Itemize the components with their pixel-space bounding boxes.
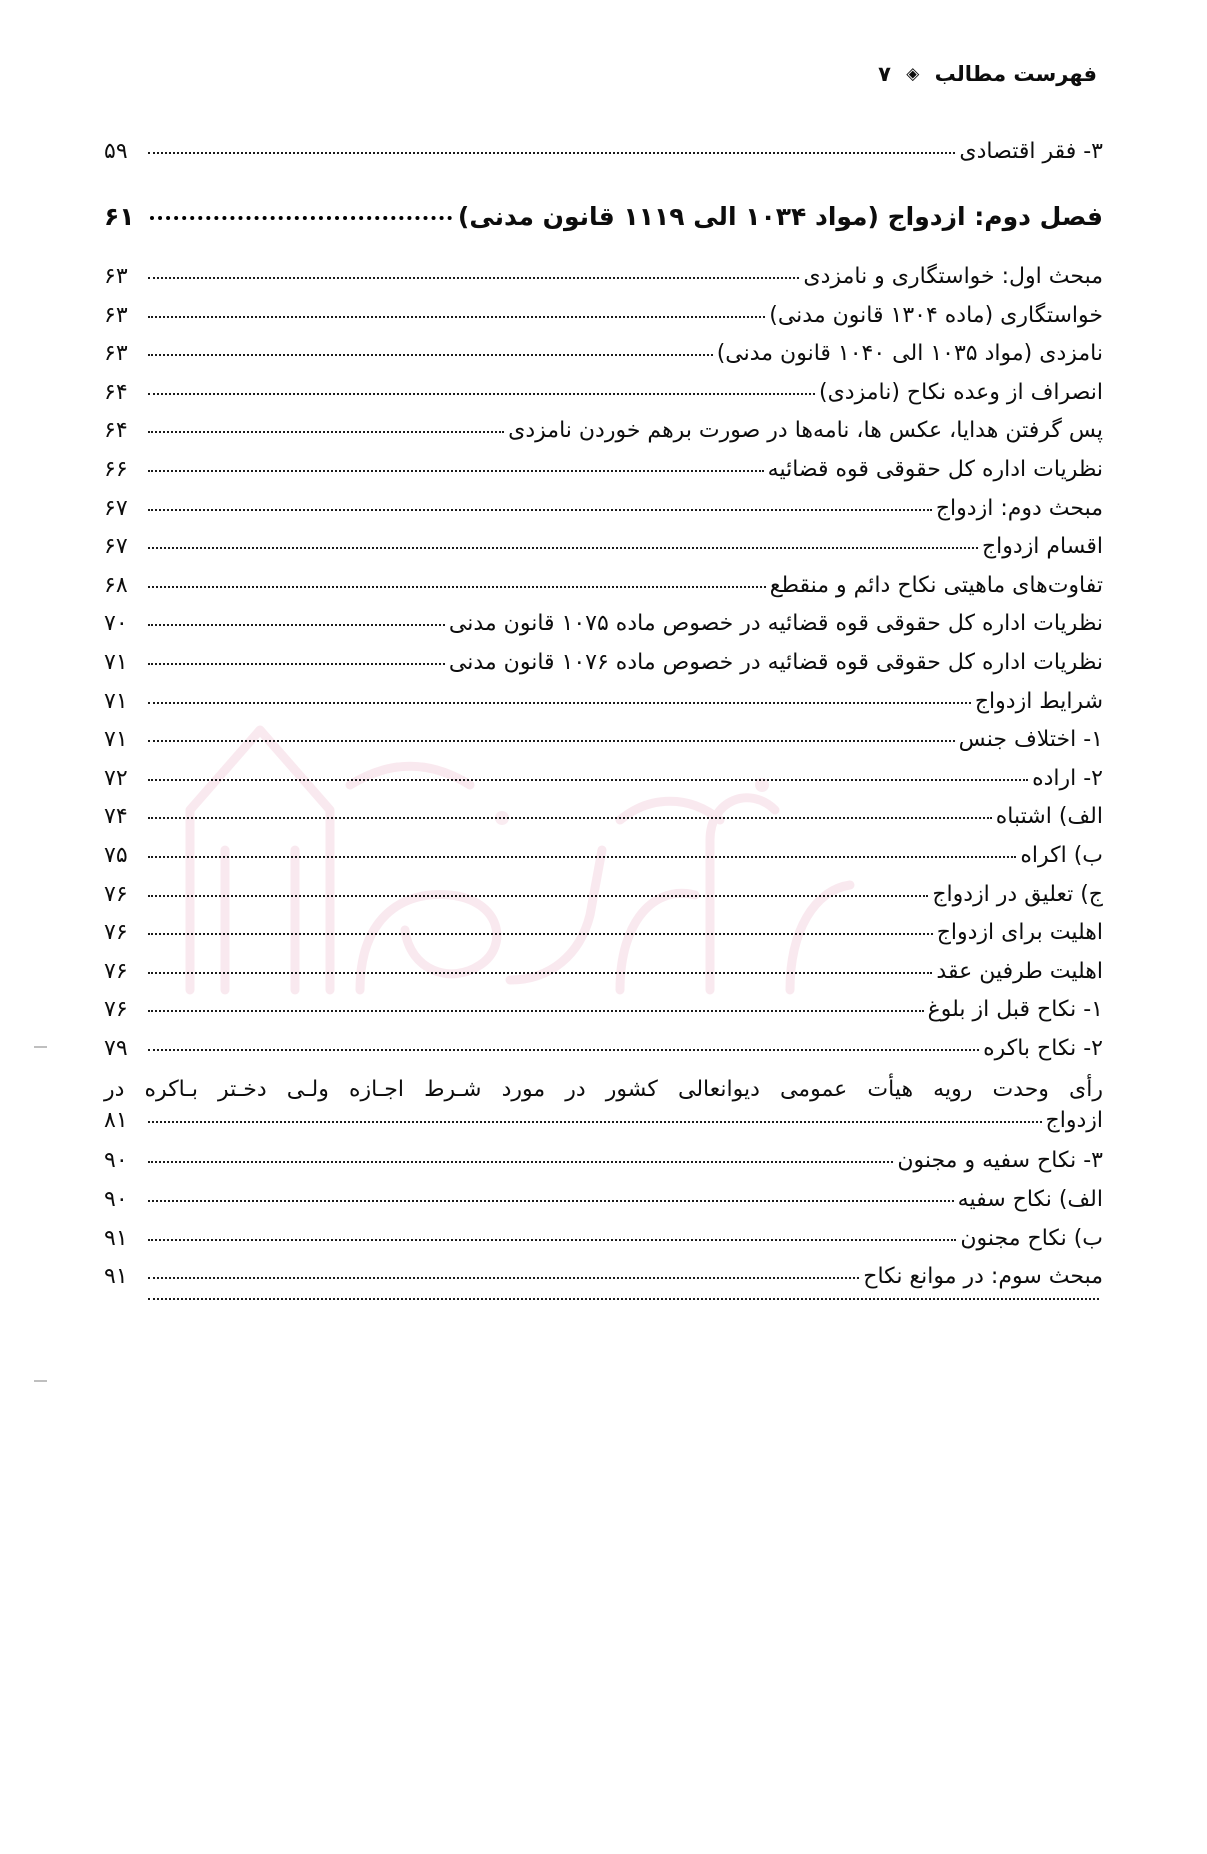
leader-dots bbox=[148, 740, 955, 742]
toc-chapter-entry[interactable] bbox=[104, 201, 1103, 234]
toc-entry-label: ج) تعلیق در ازدواج bbox=[932, 881, 1103, 907]
toc-entry-page: ۶۷ bbox=[104, 534, 128, 560]
toc-entry-label: انصراف از وعده نکاح (نامزدی) bbox=[818, 379, 1103, 405]
leader-dots bbox=[148, 1298, 1099, 1300]
running-header bbox=[104, 62, 1103, 86]
toc-entry-page: ۶۷ bbox=[104, 495, 128, 521]
toc-entry[interactable] bbox=[104, 688, 1103, 717]
leader-dots bbox=[148, 152, 955, 154]
toc-entry-label: نظریات اداره کل حقوقی قوه قضائیه در خصوص ماده ۱۰۷۵ قانون مدنی bbox=[448, 611, 1103, 637]
margin-tick bbox=[34, 1380, 47, 1382]
toc-entry-page: ۷۶ bbox=[104, 881, 128, 907]
leader-dots bbox=[148, 1277, 859, 1279]
toc-entry[interactable] bbox=[104, 263, 1103, 292]
leader-dots bbox=[148, 624, 445, 626]
toc-entry-page: ۷۱ bbox=[104, 727, 128, 753]
table-of-contents bbox=[104, 138, 1103, 1304]
toc-entry[interactable] bbox=[104, 919, 1103, 948]
toc-entry-page: ۷۴ bbox=[104, 804, 128, 830]
toc-entry-label: اهلیت طرفین عقد bbox=[936, 958, 1103, 984]
leader-dots bbox=[148, 972, 932, 974]
toc-entry-label: پس گرفتن هدایا، عکس ها، نامه‌ها در صورت برهم خوردن نامزدی bbox=[508, 418, 1103, 444]
toc-entry-page: ۹۱ bbox=[104, 1264, 128, 1290]
toc-entry-label: تفاوت‌های ماهیتی نکاح دائم و منقطع bbox=[769, 572, 1103, 598]
toc-entry[interactable] bbox=[104, 1186, 1103, 1215]
leader-dots bbox=[148, 856, 1016, 858]
toc-entry[interactable] bbox=[104, 803, 1103, 832]
toc-entry-page: ۷۱ bbox=[104, 688, 128, 714]
leader-dots bbox=[148, 702, 971, 704]
toc-entry[interactable] bbox=[104, 1074, 1103, 1138]
toc-entry-label: اهلیت برای ازدواج bbox=[936, 920, 1103, 946]
leader-dots bbox=[148, 586, 766, 588]
toc-entry-page: ۷۱ bbox=[104, 650, 128, 676]
toc-entry[interactable] bbox=[104, 495, 1103, 524]
toc-entry-page: ۷۹ bbox=[104, 1035, 128, 1061]
toc-entry-label: الف) نکاح سفیه bbox=[957, 1186, 1103, 1212]
toc-entry[interactable] bbox=[104, 138, 1103, 167]
toc-entry[interactable] bbox=[104, 610, 1103, 639]
toc-entry[interactable] bbox=[104, 1225, 1103, 1254]
leader-dots bbox=[148, 817, 992, 819]
toc-entry-label: مبحث دوم: ازدواج bbox=[935, 495, 1103, 521]
leader-dots bbox=[148, 1161, 893, 1163]
toc-entry[interactable] bbox=[104, 958, 1103, 987]
toc-entry[interactable] bbox=[104, 726, 1103, 755]
toc-entry-page: ۶۶ bbox=[104, 457, 128, 483]
diamond-icon: ◈ bbox=[906, 64, 920, 84]
toc-entry[interactable] bbox=[104, 340, 1103, 369]
toc-entry-label: نظریات اداره کل حقوقی قوه قضائیه bbox=[767, 457, 1103, 483]
toc-entry[interactable] bbox=[104, 1302, 1103, 1304]
toc-entry[interactable] bbox=[104, 417, 1103, 446]
toc-entry-page: ۷۲ bbox=[104, 765, 128, 791]
toc-entry-label-line2: ازدواج bbox=[1045, 1108, 1103, 1134]
toc-entry-page: ۹۱ bbox=[104, 1225, 128, 1251]
leader-dots bbox=[150, 216, 452, 220]
toc-entry-page: ۹۰ bbox=[104, 1148, 128, 1174]
toc-entry[interactable] bbox=[104, 881, 1103, 910]
margin-tick bbox=[34, 1046, 47, 1048]
toc-entry-page: ۶۸ bbox=[104, 572, 128, 598]
toc-entry-label: ۱- نکاح قبل از بلوغ bbox=[927, 997, 1103, 1023]
toc-entry-label: شرایط ازدواج bbox=[974, 688, 1103, 714]
toc-entry-page: ۶۳ bbox=[104, 302, 128, 328]
leader-dots bbox=[148, 470, 764, 472]
leader-dots bbox=[148, 1200, 954, 1202]
toc-entry-label: مبحث اول: خواستگاری و نامزدی bbox=[803, 264, 1103, 290]
toc-entry-page: ۶۴ bbox=[104, 418, 128, 444]
leader-dots bbox=[148, 277, 799, 279]
leader-dots bbox=[148, 547, 978, 549]
toc-entry[interactable] bbox=[104, 379, 1103, 408]
leader-dots bbox=[148, 1121, 1042, 1123]
toc-entry[interactable] bbox=[104, 1035, 1103, 1064]
toc-entry-label: ۲- اراده bbox=[1032, 765, 1103, 791]
toc-entry-page: ۷۶ bbox=[104, 958, 128, 984]
toc-entry[interactable] bbox=[104, 456, 1103, 485]
toc-entry-label: نامزدی (مواد ۱۰۳۵ الی ۱۰۴۰ قانون مدنی) bbox=[716, 341, 1103, 367]
toc-entry-page: ۷۰ bbox=[104, 611, 128, 637]
page-number: ۷ bbox=[878, 62, 891, 86]
toc-entry[interactable] bbox=[104, 1147, 1103, 1176]
leader-dots bbox=[148, 779, 1028, 781]
toc-entry-page: ۷۶ bbox=[104, 920, 128, 946]
toc-entry[interactable] bbox=[104, 533, 1103, 562]
toc-entry-page: ۶۳ bbox=[104, 264, 128, 290]
toc-entry-label-line1: رأی وحدت رویه هیأت عمومی دیوانعالی کشور در مورد شـرط اجـازه ولـی دخـتر بـاکره در bbox=[104, 1076, 1103, 1102]
leader-dots bbox=[148, 1010, 924, 1012]
leader-dots bbox=[148, 431, 504, 433]
leader-dots bbox=[148, 663, 445, 665]
toc-entry[interactable] bbox=[104, 302, 1103, 331]
toc-entry[interactable] bbox=[104, 765, 1103, 794]
toc-entry[interactable] bbox=[104, 649, 1103, 678]
leader-dots bbox=[148, 1049, 979, 1051]
toc-entry-page: ۷۶ bbox=[104, 997, 128, 1023]
toc-entry-label: ۳- نکاح سفیه و مجنون bbox=[897, 1148, 1103, 1174]
toc-entry-label: ب) اکراه bbox=[1020, 843, 1103, 868]
toc-entry-label: ۲- نکاح باکره bbox=[983, 1035, 1103, 1061]
leader-dots bbox=[148, 509, 932, 511]
toc-entry-label: نظریات اداره کل حقوقی قوه قضائیه در خصوص ماده ۱۰۷۶ قانون مدنی bbox=[448, 650, 1103, 676]
leader-dots bbox=[148, 393, 815, 395]
toc-entry-label: ب) نکاح مجنون bbox=[960, 1225, 1103, 1251]
leader-dots bbox=[148, 933, 933, 935]
toc-entry-label: الف) اشتباه bbox=[995, 804, 1103, 830]
toc-chapter-page: ۶۱ bbox=[104, 201, 135, 231]
toc-entry-page: ۵۹ bbox=[104, 139, 128, 164]
toc-entry[interactable] bbox=[104, 842, 1103, 871]
toc-entry-page: ۶۴ bbox=[104, 379, 128, 405]
toc-entry-page: ۸۱ bbox=[104, 1108, 128, 1134]
toc-entry-page: ۹۰ bbox=[104, 1186, 128, 1212]
leader-dots bbox=[148, 895, 928, 897]
toc-entry[interactable] bbox=[104, 1263, 1103, 1292]
toc-entry-label: ۳- فقر اقتصادی bbox=[959, 139, 1103, 164]
leader-dots bbox=[148, 1239, 956, 1241]
toc-entry-label: اقسام ازدواج bbox=[981, 534, 1103, 560]
running-header-title: فهرست مطالب bbox=[934, 62, 1097, 86]
toc-entry[interactable] bbox=[104, 996, 1103, 1025]
toc-entry-label: ۱- اختلاف جنس bbox=[958, 727, 1103, 753]
toc-entry[interactable] bbox=[104, 572, 1103, 601]
toc-chapter-label: فصل دوم: ازدواج (مواد ۱۰۳۴ الی ۱۱۱۹ قانون مدنی) bbox=[457, 201, 1103, 231]
toc-entry-label: خواستگاری (ماده ۱۳۰۴ قانون مدنی) bbox=[769, 302, 1103, 328]
toc-entry-page: ۷۵ bbox=[104, 843, 128, 868]
leader-dots bbox=[148, 354, 713, 356]
toc-entry-page: ۶۳ bbox=[104, 341, 128, 367]
leader-dots bbox=[148, 316, 765, 318]
toc-entry-label: مبحث سوم: در موانع نکاح bbox=[863, 1264, 1103, 1290]
